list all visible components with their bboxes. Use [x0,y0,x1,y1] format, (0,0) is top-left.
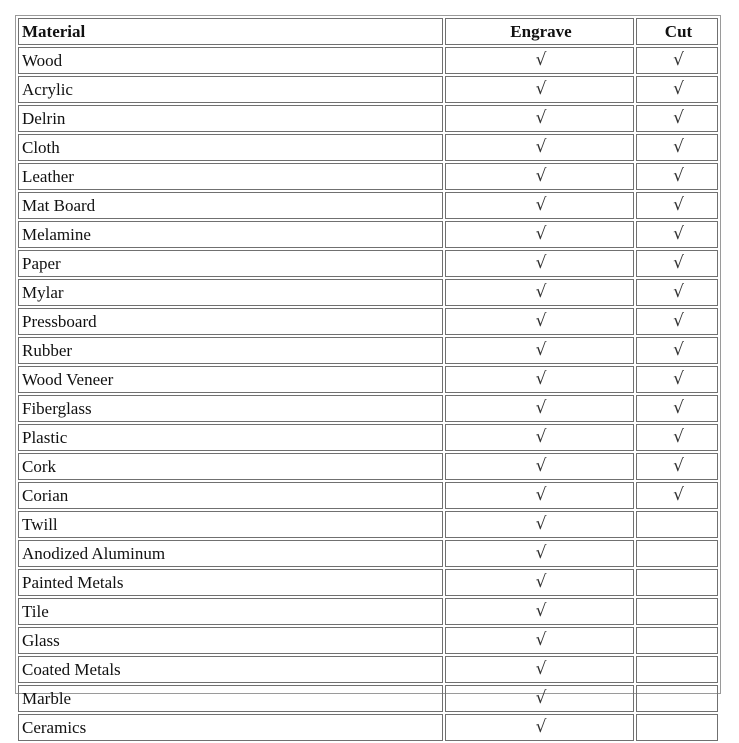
cut-cell [636,47,718,74]
cut-cell [636,511,718,538]
check-mark-icon: √ [535,543,547,563]
check-mark-icon: √ [535,282,547,302]
engrave-cell [445,569,634,596]
material-cell: Marble [18,685,443,712]
engrave-cell [445,714,634,741]
check-mark-icon: √ [535,340,547,360]
check-mark-icon: √ [673,166,684,186]
table-row [18,627,718,654]
material-cell: Plastic [18,424,443,451]
cut-cell [636,308,718,335]
table-row [18,511,718,538]
engrave-cell [445,482,634,509]
check-mark-icon: √ [673,427,684,447]
table-row [18,540,718,567]
check-mark-icon: √ [535,195,547,215]
material-cell: Acrylic [18,76,443,103]
cut-cell [636,279,718,306]
check-mark-icon: √ [535,369,547,389]
check-mark-icon: √ [673,195,684,215]
table-row [18,105,718,132]
check-mark-icon: √ [535,688,547,708]
cut-cell [636,424,718,451]
cut-cell [636,192,718,219]
table-row [18,279,718,306]
table-row [18,134,718,161]
table-row [18,76,718,103]
check-mark-icon: √ [535,427,547,447]
table-row [18,250,718,277]
material-cell: Coated Metals [18,656,443,683]
cut-cell [636,76,718,103]
engrave-cell [445,105,634,132]
cut-cell [636,395,718,422]
table-row [18,192,718,219]
check-mark-icon: √ [535,630,547,650]
materials-table [16,16,720,743]
table-row [18,163,718,190]
cut-cell [636,366,718,393]
check-mark-icon: √ [535,456,547,476]
engrave-cell [445,395,634,422]
check-mark-icon: √ [673,50,684,70]
table-row [18,366,718,393]
engrave-cell [445,221,634,248]
material-cell: Wood Veneer [18,366,443,393]
table-row [18,453,718,480]
check-mark-icon: √ [535,572,547,592]
engrave-cell [445,656,634,683]
engrave-cell [445,424,634,451]
cut-cell [636,105,718,132]
material-cell: Fiberglass [18,395,443,422]
material-cell: Ceramics [18,714,443,741]
check-mark-icon: √ [535,253,547,273]
check-mark-icon: √ [673,398,684,418]
check-mark-icon: √ [535,398,547,418]
check-mark-icon: √ [673,311,684,331]
material-cell: Painted Metals [18,569,443,596]
material-cell: Melamine [18,221,443,248]
check-mark-icon: √ [535,485,547,505]
table-row [18,308,718,335]
check-mark-icon: √ [673,282,684,302]
table-header-row [18,18,718,45]
check-mark-icon: √ [673,253,684,273]
check-mark-icon: √ [535,717,547,737]
cut-cell [636,221,718,248]
table-row [18,47,718,74]
cut-cell [636,134,718,161]
table-body [18,47,718,741]
cut-cell [636,482,718,509]
material-cell: Pressboard [18,308,443,335]
cut-cell [636,656,718,683]
table-row [18,656,718,683]
cut-cell [636,163,718,190]
material-cell: Mat Board [18,192,443,219]
engrave-cell [445,76,634,103]
engrave-cell [445,47,634,74]
material-cell: Corian [18,482,443,509]
table-row [18,221,718,248]
check-mark-icon: √ [673,137,684,157]
engrave-cell [445,337,634,364]
engrave-cell [445,250,634,277]
table-row [18,685,718,712]
materials-table-container [15,15,721,737]
engrave-column-header: Engrave [445,18,634,45]
check-mark-icon: √ [535,166,547,186]
check-mark-icon: √ [673,108,684,128]
engrave-cell [445,627,634,654]
cut-cell [636,337,718,364]
check-mark-icon: √ [535,50,547,70]
table-row [18,598,718,625]
material-cell: Rubber [18,337,443,364]
check-mark-icon: √ [673,456,684,476]
cut-cell [636,714,718,741]
material-cell: Anodized Aluminum [18,540,443,567]
cut-cell [636,453,718,480]
check-mark-icon: √ [673,369,684,389]
table-row [18,569,718,596]
check-mark-icon: √ [535,514,547,534]
table-row [18,337,718,364]
cut-column-header: Cut [636,18,718,45]
engrave-cell [445,308,634,335]
material-cell: Cork [18,453,443,480]
material-cell: Cloth [18,134,443,161]
engrave-cell [445,685,634,712]
cut-cell [636,627,718,654]
material-cell: Delrin [18,105,443,132]
engrave-cell [445,163,634,190]
table-row [18,424,718,451]
check-mark-icon: √ [535,137,547,157]
material-cell: Leather [18,163,443,190]
check-mark-icon: √ [535,79,547,99]
check-mark-icon: √ [535,659,547,679]
check-mark-icon: √ [535,108,547,128]
cut-cell [636,569,718,596]
engrave-cell [445,134,634,161]
material-cell: Twill [18,511,443,538]
check-mark-icon: √ [673,340,684,360]
check-mark-icon: √ [673,224,684,244]
cut-cell [636,250,718,277]
engrave-cell [445,279,634,306]
engrave-cell [445,192,634,219]
material-cell: Paper [18,250,443,277]
engrave-cell [445,540,634,567]
check-mark-icon: √ [535,224,547,244]
check-mark-icon: √ [535,311,547,331]
engrave-cell [445,598,634,625]
table-row [18,714,718,741]
material-cell: Tile [18,598,443,625]
cut-cell [636,540,718,567]
material-column-header: Material [18,18,443,45]
cut-cell [636,598,718,625]
material-cell: Mylar [18,279,443,306]
cut-cell [636,685,718,712]
table-row [18,395,718,422]
material-cell: Wood [18,47,443,74]
table-row [18,482,718,509]
material-cell: Glass [18,627,443,654]
check-mark-icon: √ [673,485,684,505]
check-mark-icon: √ [673,79,684,99]
check-mark-icon: √ [535,601,547,621]
engrave-cell [445,511,634,538]
engrave-cell [445,453,634,480]
engrave-cell [445,366,634,393]
